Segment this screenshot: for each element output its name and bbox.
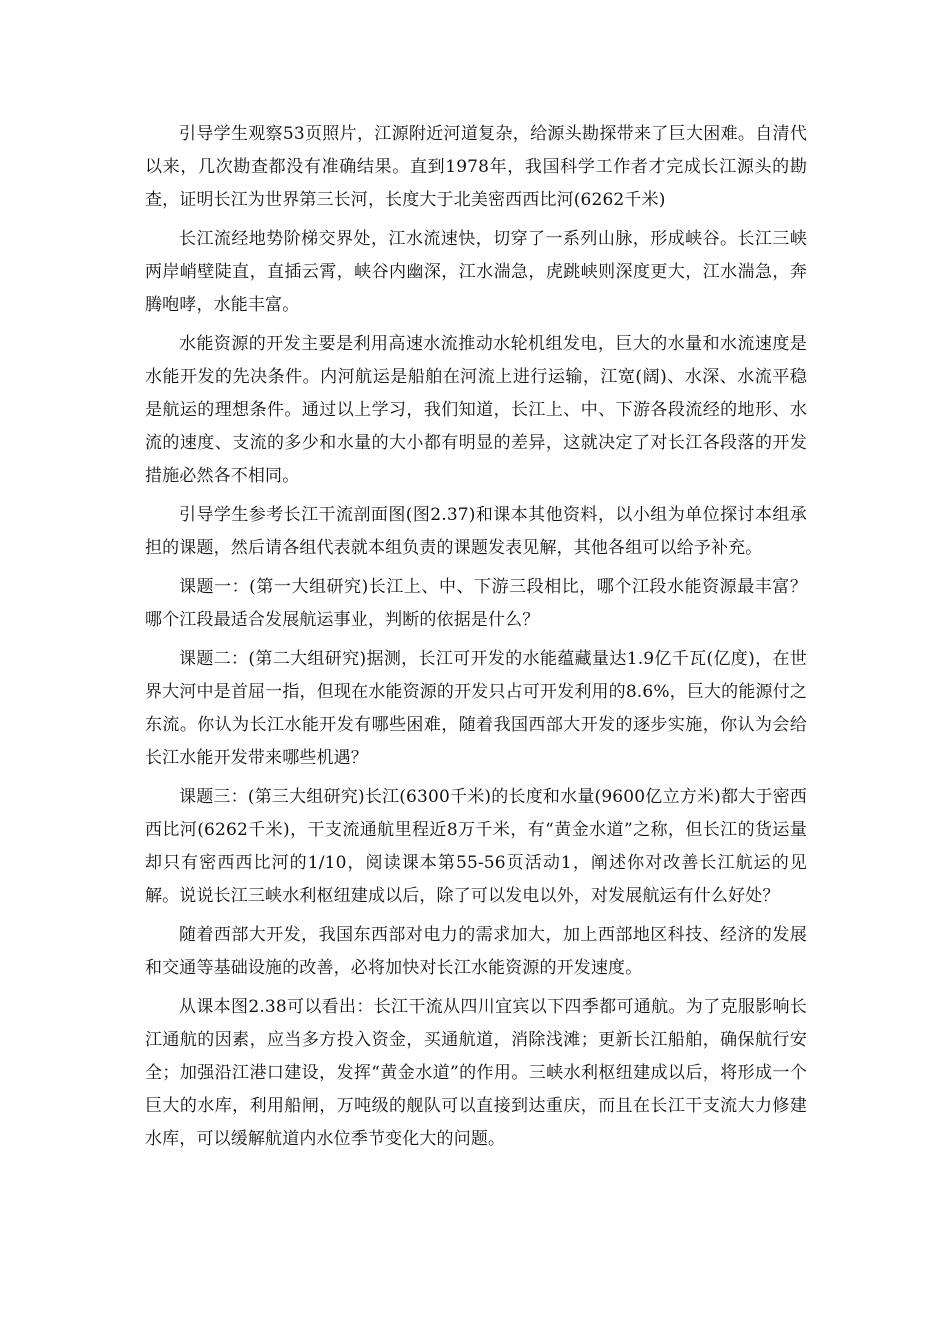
paragraph-topic-three: 课题三：(第三大组研究)长江(6300千米)的长度和水量(9600亿立方米)都大于密西西比河(6262千米)，干支流通航里程近8万千米，有“黄金水道”之称，但长江的货运量却只有密西西比河的1/10，阅读课本第55-56页活动1，阐述你对改善长江航运的见解。说说长江三峡水利枢纽建成以后，除了可以发电以外，对发展航运有什么好处？ [145,787,807,906]
paragraph-source-exploration: 引导学生观察53页照片，江源附近河道复杂，给源头勘探带来了巨大困难。自清代以来，几次勘查都没有准确结果。直到1978年，我国科学工作者才完成长江源头的勘查，证明长江为世界第三长河，长度大于北美密西西比河(6262千米) [145,124,807,210]
paragraph-gorges: 长江流经地势阶梯交界处，江水流速快，切穿了一系列山脉，形成峡谷。长江三峡两岸峭壁陡直，直插云霄，峡谷内幽深，江水湍急，虎跳峡则深度更大，江水湍急，奔腾咆哮，水能丰富。 [145,229,807,315]
document-body [145,118,807,1162]
paragraph-topic-two: 课题二：(第二大组研究)据测，长江可开发的水能蕴藏量达1.9亿千瓦(亿度)，在世界大河中是首屈一指，但现在水能资源的开发只占可开发利用的8.6%，巨大的能源付之东流。你认为长江水能开发有哪些困难，随着我国西部大开发的逐步实施，你认为会给长江水能开发带来哪些机遇？ [145,649,807,768]
paragraph-topic-one: 课题一：(第一大组研究)长江上、中、下游三段相比，哪个江段水能资源最丰富？哪个江段最适合发展航运事业，判断的依据是什么？ [145,577,807,630]
paragraph-group-discussion: 引导学生参考长江干流剖面图(图2.37)和课本其他资料，以小组为单位探讨本组承担的课题，然后请各组代表就本组负责的课题发表见解，其他各组可以给予补充。 [145,505,807,558]
paragraph-hydropower-navigation: 水能资源的开发主要是利用高速水流推动水轮机组发电，巨大的水量和水流速度是水能开发的先决条件。内河航运是船舶在河流上进行运输，江宽(阔)、水深、水流平稳是航运的理想条件。通过以上学习，我们知道，长江上、中、下游各段流经的地形、水流的速度、支流的多少和水量的大小都有明显的差异，这就决定了对长江各段落的开发措施必然各不相同。 [145,334,807,486]
paragraph-western-development: 随着西部大开发，我国东西部对电力的需求加大，加上西部地区科技、经济的发展和交通等基础设施的改善，必将加快对长江水能资源的开发速度。 [145,925,807,978]
paragraph-navigation-measures: 从课本图2.38可以看出：长江干流从四川宜宾以下四季都可通航。为了克服影响长江通航的因素，应当多方投入资金，买通航道，消除浅滩；更新长江船舶，确保航行安全；加强沿江港口建设，发挥“黄金水道”的作用。三峡水利枢纽建成以后，将形成一个巨大的水库，利用船闸，万吨级的舰队可以直接到达重庆，而且在长江干支流大力修建水库，可以缓解航道内水位季节变化大的问题。 [145,997,807,1149]
